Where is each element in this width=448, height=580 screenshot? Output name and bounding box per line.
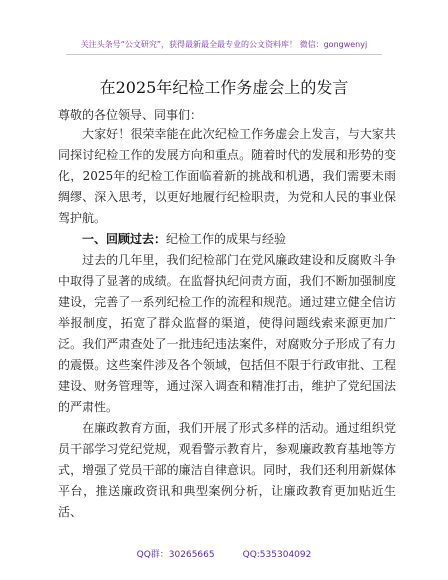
footer-contact bbox=[0, 549, 448, 561]
section-heading bbox=[58, 229, 396, 250]
header-divider bbox=[66, 54, 382, 55]
body-paragraph-2: 在廉政教育方面，我们开展了形式多样的活动。通过组织党员干部学习党纪党规，观看警示教育片，参观廉政教育基地等方式，增强了党员干部的廉洁自律意识。同时，我们还利用新媒体平台，推送廉政资讯和典型案例分析，让廉政教育更加贴近生活、 bbox=[58, 421, 396, 519]
section-heading-number: 一、回顾过去： bbox=[82, 232, 167, 246]
intro-paragraph: 大家好！很荣幸能在此次纪检工作务虚会上发言，与大家共同探讨纪检工作的发展方向和重点。随着时代的发展和形势的变化，2025年的纪检工作面临着新的挑战和机遇，我们需要未雨绸缪、深入思考，以更好地履行纪检职责，为党和人民的事业保驾护航。 bbox=[58, 127, 396, 225]
salutation: 尊敬的各位领导、同事们： bbox=[58, 108, 203, 122]
document-body bbox=[58, 124, 396, 523]
footer-qq-group: QQ群：30265665 bbox=[136, 550, 215, 560]
document-title: 在2025年纪检工作务虚会上的发言 bbox=[99, 78, 349, 97]
header-notice: 关注头条号“公文研究”，获得最新最全最专业的公文资料库！ 微信：gongwenyj bbox=[80, 40, 368, 49]
footer-qq: QQ:535304092 bbox=[242, 550, 312, 560]
body-paragraph-1: 过去的几年里，我们纪检部门在党风廉政建设和反腐败斗争中取得了显著的成绩。在监督执纪问责方面，我们不断加强制度建设，完善了一系列纪检工作的流程和规范。通过建立健全信访举报制度，拓宽了群众监督的渠道，使得问题线索来源更加广泛。我们严肃查处了一批违纪违法案件，对腐败分子形成了有力的震慑。这些案件涉及各个领域，包括但不限于行政审批、工程建设、财务管理等，通过深入调查和精准打击，维护了党纪国法的严肃性。 bbox=[58, 253, 396, 414]
section-heading-text: 纪检工作的成果与经验 bbox=[166, 232, 287, 246]
